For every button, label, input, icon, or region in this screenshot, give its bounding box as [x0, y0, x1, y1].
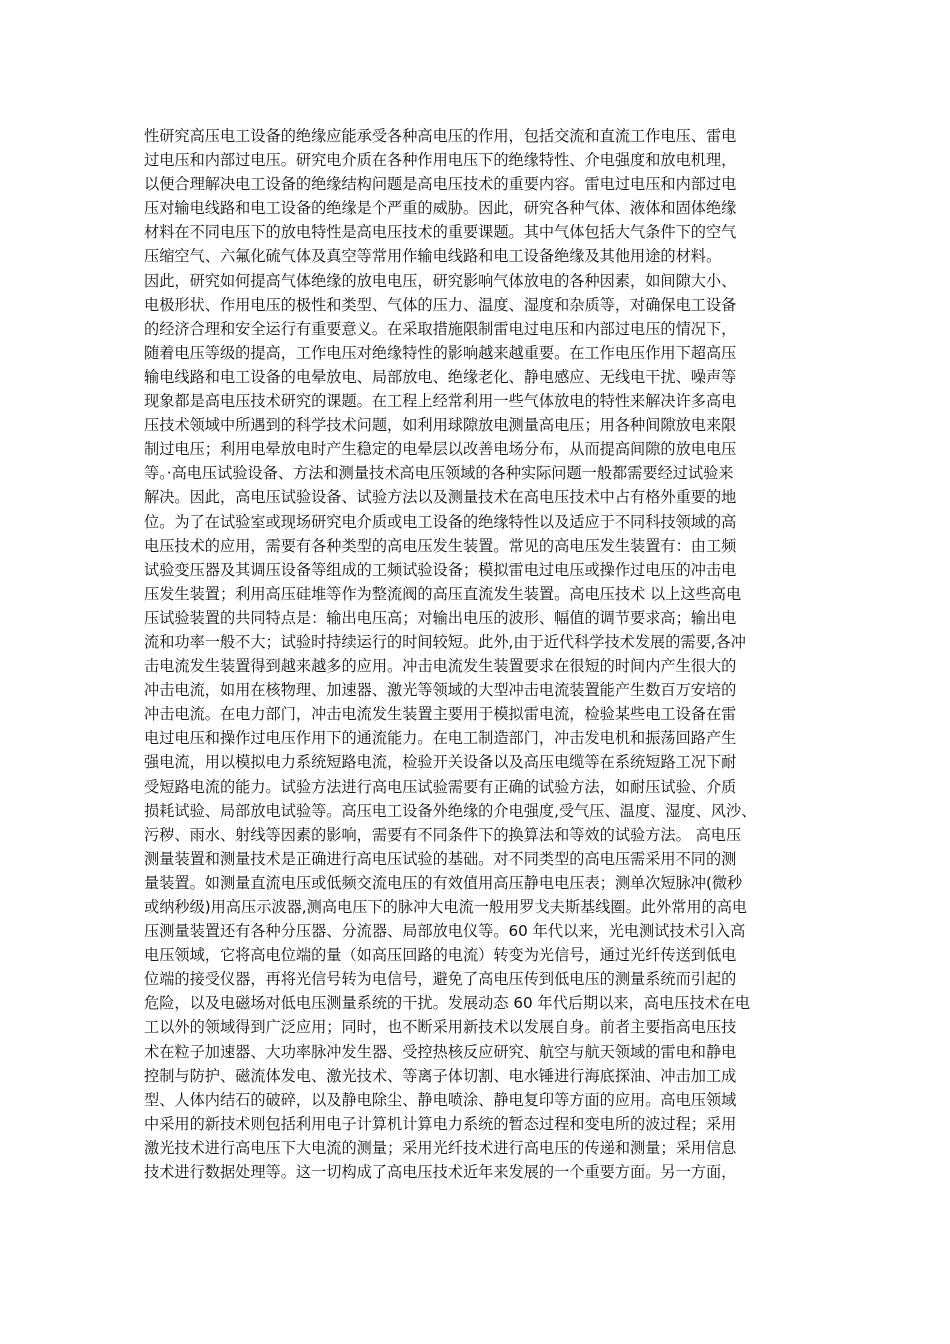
text-line: 受短路电流的能力。试验方法进行高电压试验需要有正确的试验方法，如耐压试验、介质	[144, 777, 737, 796]
text-line: 试验变压器及其调压设备等组成的工频试验设备；模拟雷电过电压或操作过电压的冲击电	[144, 560, 737, 579]
text-line: 位。为了在试验室或现场研究电介质或电工设备的绝缘特性以及适应于不同科技领域的高	[144, 512, 737, 531]
text-line: 测量装置和测量技术是正确进行高电压试验的基础。对不同类型的高电压需采用不同的测	[144, 849, 737, 868]
text-line: 位端的接受仪器，再将光信号转为电信号，避免了高电压传到低电压的测量系统而引起的	[144, 970, 737, 989]
body-text	[144, 124, 824, 1184]
text-line: 污秽、雨水、射线等因素的影响，需要有不同条件下的换算法和等效的试验方法。 高电压	[144, 825, 742, 844]
text-line: 的经济合理和安全运行有重要意义。在采取措施限制雷电过电压和内部过电压的情况下，	[144, 319, 737, 338]
text-line: 工以外的领域得到广泛应用；同时，也不断采用新技术以发展自身。前者主要指高电压技	[144, 1018, 737, 1037]
text-line: 强电流，用以模拟电力系统短路电流，检验开关设备以及高压电缆等在系统短路工况下耐	[144, 753, 737, 772]
text-line: 型、人体内结石的破碎，以及静电除尘、静电喷涂、静电复印等方面的应用。高电压领域	[144, 1090, 737, 1109]
text-line: 电过电压和操作过电压作用下的通流能力。在电工制造部门，冲击发电机和振荡回路产生	[144, 729, 737, 748]
text-line: 电压领域，它将高电位端的量（如高压回路的电流）转变为光信号，通过光纤传送到低电	[144, 946, 737, 965]
text-line: 过电压和内部过电压。研究电介质在各种作用电压下的绝缘特性、介电强度和放电机理，	[144, 151, 737, 170]
text-line: 危险，以及电磁场对低电压测量系统的干扰。发展动态 60 年代后期以来，高电压技术在电	[144, 994, 751, 1013]
text-line: 或纳秒级)用高压示波器,测高电压下的脉冲大电流一般用罗戈夫斯基线圈。此外常用的高电	[144, 898, 748, 916]
text-line: 流和功率一般不大；试验时持续运行的时间较短。此外,由于近代科学技术发展的需要,各冲	[144, 632, 746, 651]
text-line: 冲击电流。在电力部门，冲击电流发生装置主要用于模拟雷电流，检验某些电工设备在雷	[144, 705, 737, 724]
text-line: 以便合理解决电工设备的绝缘结构问题是高电压技术的重要内容。雷电过电压和内部过电	[144, 175, 737, 194]
text-line: 量装置。如测量直流电压或低频交流电压的有效值用高压静电电压表；测单次短脉冲(微秒	[144, 873, 743, 892]
text-line: 激光技术进行高电压下大电流的测量；采用光纤技术进行高电压的传递和测量；采用信息	[144, 1138, 737, 1157]
text-line: 中采用的新技术则包括利用电子计算机计算电力系统的暂态过程和变电所的波过程；采用	[144, 1114, 737, 1133]
text-line: 击电流发生装置得到越来越多的应用。冲击电流发生装置要求在很短的时间内产生很大的	[144, 657, 737, 676]
text-line: 压技术领域中所遇到的科学技术问题，如利用球隙放电测量高电压；用各种间隙放电来限	[144, 416, 737, 435]
text-line: 因此，研究如何提高气体绝缘的放电电压，研究影响气体放电的各种因素，如间隙大小、	[144, 271, 737, 290]
text-line: 制过电压；利用电晕放电时产生稳定的电晕层以改善电场分布，从而提高间隙的放电电压	[144, 440, 737, 459]
text-line: 压测量装置还有各种分压器、分流器、局部放电仪等。60 年代以来，光电测试技术引入高	[144, 922, 746, 941]
text-line: 控制与防护、磁流体发电、激光技术、等离子体切割、电水锤进行海底探油、冲击加工成	[144, 1066, 737, 1085]
text-line: 术在粒子加速器、大功率脉冲发生器、受控热核反应研究、航空与航天领域的雷电和静电	[144, 1042, 737, 1061]
text-line: 随着电压等级的提高，工作电压对绝缘特性的影响越来越重要。在工作电压作用下超高压	[144, 343, 737, 362]
text-line: 电压技术的应用，需要有各种类型的高电压发生装置。常见的高电压发生装置有：由工频	[144, 536, 737, 555]
text-line: 性研究高压电工设备的绝缘应能承受各种高电压的作用，包括交流和直流工作电压、雷电	[144, 127, 737, 145]
text-line: 等。·高电压试验设备、方法和测量技术高电压领域的各种实际问题一般都需要经过试验来	[144, 464, 734, 483]
text-line: 压发生装置；利用高压硅堆等作为整流阀的高压直流发生装置。高电压技术 以上这些高电	[144, 584, 742, 603]
text-line: 压对输电线路和电工设备的绝缘是个严重的威胁。因此，研究各种气体、液体和固体绝缘	[144, 199, 737, 218]
text-line: 材料在不同电压下的放电特性是高电压技术的重要课题。其中气体包括大气条件下的空气	[144, 223, 737, 242]
text-line: 压缩空气、六氟化硫气体及真空等常用作输电线路和电工设备绝缘及其他用途的材料。	[144, 247, 722, 266]
text-line: 现象都是高电压技术研究的课题。在工程上经常利用一些气体放电的特性来解决许多高电	[144, 392, 737, 411]
text-line: 解决。因此，高电压试验设备、试验方法以及测量技术在高电压技术中占有格外重要的地	[144, 488, 737, 507]
text-line: 技术进行数据处理等。这一切构成了高电压技术近年来发展的一个重要方面。另一方面，	[144, 1163, 737, 1182]
text-line: 电极形状、作用电压的极性和类型、气体的压力、温度、湿度和杂质等，对确保电工设备	[144, 295, 737, 314]
text-line: 损耗试验、局部放电试验等。高压电工设备外绝缘的介电强度,受气压、温度、湿度、风沙、	[144, 801, 757, 820]
text-line: 压试验装置的共同特点是：输出电压高；对输出电压的波形、幅值的调节要求高；输出电	[144, 608, 737, 627]
text-line: 冲击电流，如用在核物理、加速器、激光等领域的大型冲击电流装置能产生数百万安培的	[144, 681, 737, 700]
text-line: 输电线路和电工设备的电晕放电、局部放电、绝缘老化、静电感应、无线电干扰、噪声等	[144, 367, 737, 386]
